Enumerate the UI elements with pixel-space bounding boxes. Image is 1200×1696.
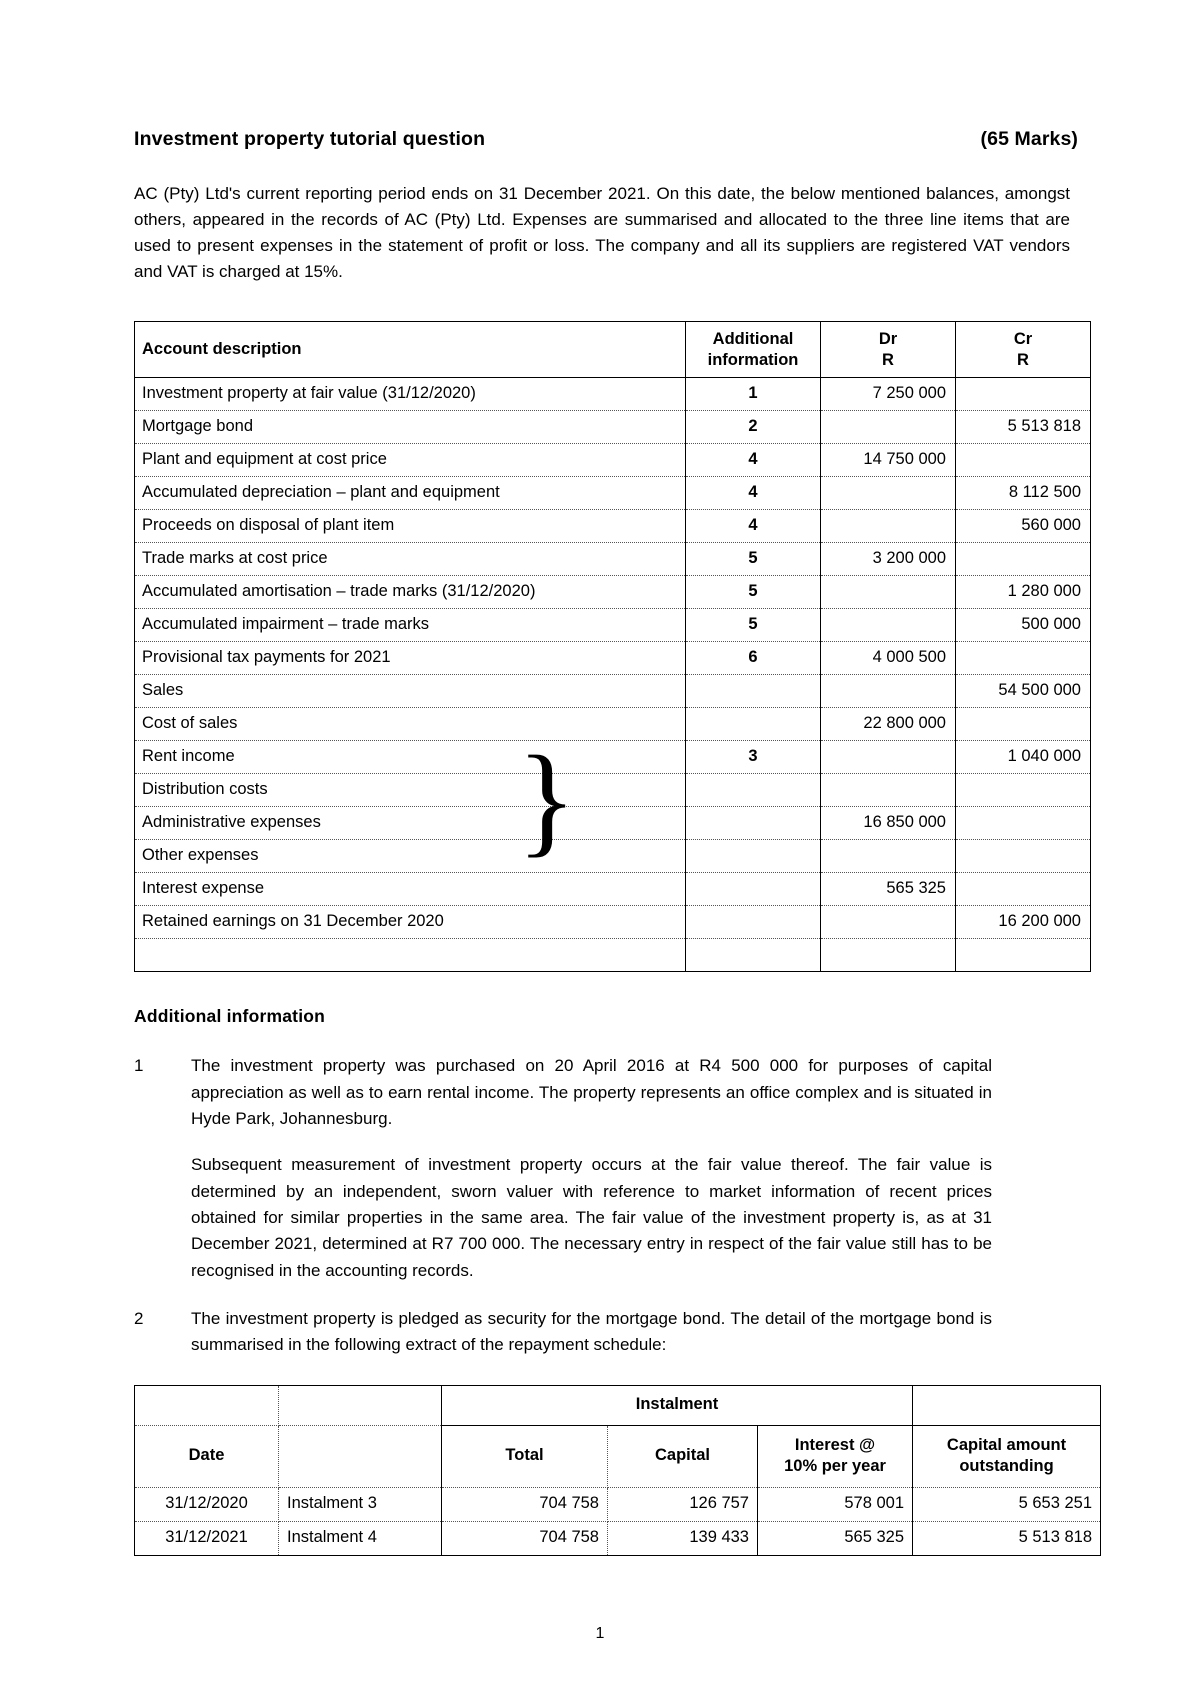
cell-capital-outstanding: 5 653 251 bbox=[913, 1487, 1101, 1521]
cell-date: 31/12/2020 bbox=[135, 1487, 279, 1521]
header-dr-label: Dr bbox=[878, 330, 898, 348]
marks-label: (65 Marks) bbox=[980, 128, 1078, 150]
cell-debit bbox=[821, 576, 956, 609]
cell-account-description: Other expenses bbox=[135, 840, 686, 873]
header-dr-unit: R bbox=[882, 350, 894, 369]
header-interest-line2: 10% per year bbox=[784, 1456, 886, 1475]
cell-additional-information: 1 bbox=[686, 378, 821, 411]
cell-account-description: Provisional tax payments for 2021 bbox=[135, 642, 686, 675]
cell-debit bbox=[821, 906, 956, 939]
table-row bbox=[135, 873, 1091, 906]
schedule-header-row bbox=[135, 1425, 1101, 1487]
cell-account-description: Cost of sales bbox=[135, 708, 686, 741]
cell-account-description: Proceeds on disposal of plant item bbox=[135, 510, 686, 543]
cell-additional-information bbox=[686, 939, 821, 972]
cell-account-description: Rent income bbox=[135, 741, 686, 774]
cell-additional-information: 3 bbox=[686, 741, 821, 774]
item-body bbox=[191, 1053, 1080, 1284]
cell-additional-information bbox=[686, 807, 821, 840]
cell-debit: 4 000 500 bbox=[821, 642, 956, 675]
cell-credit bbox=[956, 642, 1091, 675]
cell-instalment: Instalment 3 bbox=[279, 1487, 442, 1521]
table-row bbox=[135, 477, 1091, 510]
cell-debit bbox=[821, 510, 956, 543]
cell-account-description: Accumulated impairment – trade marks bbox=[135, 609, 686, 642]
table-row bbox=[135, 774, 1091, 807]
intro-paragraph: AC (Pty) Ltd's current reporting period ends on 31 December 2021. On this date, the below mentioned balances, amongst others, appeared in the records of AC (Pty) Ltd. Expenses are summarised and allocated to the three line items that are used to present expenses in the statement of profit or loss. The company and all its suppliers are registered VAT vendors and VAT is charged at 15%. bbox=[134, 184, 1070, 281]
cell-account-description: Retained earnings on 31 December 2020 bbox=[135, 906, 686, 939]
trial-balance-table-wrapper bbox=[134, 321, 1080, 972]
cell-credit bbox=[956, 939, 1091, 972]
page-number: 1 bbox=[595, 1625, 605, 1642]
item-paragraph: The investment property is pledged as security for the mortgage bond. The detail of the mortgage bond is summarised in the following extract of the repayment schedule: bbox=[191, 1309, 992, 1355]
cell-total: 704 758 bbox=[442, 1487, 608, 1521]
table-row bbox=[135, 906, 1091, 939]
cell-credit: 560 000 bbox=[956, 510, 1091, 543]
cell-credit: 16 200 000 bbox=[956, 906, 1091, 939]
page-title: Investment property tutorial question bbox=[134, 128, 486, 150]
cell-debit bbox=[821, 411, 956, 444]
cell-credit: 1 040 000 bbox=[956, 741, 1091, 774]
cell-debit bbox=[821, 840, 956, 873]
schedule-blank-cell-1 bbox=[135, 1385, 279, 1425]
cell-account-description: Distribution costs bbox=[135, 774, 686, 807]
cell-additional-information: 4 bbox=[686, 510, 821, 543]
table-row bbox=[135, 741, 1091, 774]
additional-information-heading: Additional information bbox=[134, 1006, 326, 1027]
cell-account-description: Interest expense bbox=[135, 873, 686, 906]
cell-credit bbox=[956, 378, 1091, 411]
cell-capital: 126 757 bbox=[608, 1487, 758, 1521]
cell-credit bbox=[956, 774, 1091, 807]
cell-additional-information bbox=[686, 873, 821, 906]
header-cr-label: Cr bbox=[1013, 330, 1033, 348]
table-row bbox=[135, 609, 1091, 642]
table-row bbox=[135, 807, 1091, 840]
cell-credit bbox=[956, 708, 1091, 741]
cell-account-description: Plant and equipment at cost price bbox=[135, 444, 686, 477]
header-additional-line1: Additional bbox=[712, 330, 794, 348]
cell-capital-outstanding: 5 513 818 bbox=[913, 1521, 1101, 1555]
table-row bbox=[135, 1521, 1101, 1555]
cell-additional-information: 6 bbox=[686, 642, 821, 675]
table-row bbox=[135, 675, 1091, 708]
table-row bbox=[135, 708, 1091, 741]
table-row bbox=[135, 444, 1091, 477]
cell-credit bbox=[956, 444, 1091, 477]
cell-debit: 7 250 000 bbox=[821, 378, 956, 411]
cell-credit bbox=[956, 840, 1091, 873]
cell-credit: 500 000 bbox=[956, 609, 1091, 642]
table-row bbox=[135, 1487, 1101, 1521]
additional-information-item bbox=[134, 1053, 1080, 1284]
cell-debit: 22 800 000 bbox=[821, 708, 956, 741]
cell-additional-information bbox=[686, 840, 821, 873]
cell-debit bbox=[821, 774, 956, 807]
cell-debit bbox=[821, 741, 956, 774]
cell-additional-information bbox=[686, 774, 821, 807]
cell-additional-information: 5 bbox=[686, 543, 821, 576]
item-paragraph: The investment property was purchased on 20 April 2016 at R4 500 000 for purposes of capital appreciation as well as to earn rental income. The property represents an office complex and is situated in Hyde Park, Johannesburg. bbox=[191, 1056, 992, 1128]
trial-balance-body bbox=[135, 378, 1091, 972]
header-outstanding-line2: outstanding bbox=[959, 1456, 1054, 1475]
table-row bbox=[135, 543, 1091, 576]
header-outstanding-line1: Capital amount bbox=[946, 1436, 1067, 1455]
cell-account-description bbox=[135, 939, 686, 972]
table-row bbox=[135, 378, 1091, 411]
cell-account-description: Accumulated amortisation – trade marks (31/12/2020) bbox=[135, 576, 686, 609]
header-capital: Capital bbox=[608, 1425, 758, 1487]
table-row bbox=[135, 411, 1091, 444]
cell-additional-information bbox=[686, 708, 821, 741]
repayment-schedule-body bbox=[135, 1487, 1101, 1555]
header-account-description: Account description bbox=[135, 322, 686, 378]
cell-account-description: Accumulated depreciation – plant and equipment bbox=[135, 477, 686, 510]
cell-debit: 565 325 bbox=[821, 873, 956, 906]
cell-additional-information: 4 bbox=[686, 444, 821, 477]
header-credit bbox=[956, 322, 1091, 378]
header-additional-line2: information bbox=[707, 350, 799, 369]
repayment-schedule-head bbox=[135, 1385, 1101, 1487]
header-additional-information bbox=[686, 322, 821, 378]
header-interest bbox=[758, 1425, 913, 1487]
cell-account-description: Administrative expenses bbox=[135, 807, 686, 840]
header-total: Total bbox=[442, 1425, 608, 1487]
schedule-group-header-row bbox=[135, 1385, 1101, 1425]
cell-interest: 578 001 bbox=[758, 1487, 913, 1521]
header-instalment-blank bbox=[279, 1425, 442, 1487]
trial-balance-table bbox=[134, 321, 1091, 972]
header-interest-line1: Interest @ bbox=[794, 1436, 876, 1455]
cell-debit bbox=[821, 477, 956, 510]
table-row bbox=[135, 840, 1091, 873]
cell-additional-information bbox=[686, 675, 821, 708]
schedule-group-instalment: Instalment bbox=[442, 1385, 913, 1425]
expense-grouping-brace: } bbox=[517, 730, 577, 868]
item-number: 2 bbox=[134, 1309, 144, 1328]
cell-account-description: Mortgage bond bbox=[135, 411, 686, 444]
cell-credit: 1 280 000 bbox=[956, 576, 1091, 609]
additional-information-items bbox=[134, 1053, 1080, 1358]
additional-information-item bbox=[134, 1306, 1080, 1359]
table-header-row bbox=[135, 322, 1091, 378]
cell-additional-information bbox=[686, 906, 821, 939]
item-paragraph: Subsequent measurement of investment property occurs at the fair value thereof. The fair value is determined by an independent, sworn valuer with reference to market information of recent prices obtained for similar properties in the same area. The fair value of the investment property is, as at 31 December 2021, determined at R7 700 000. The necessary entry in respect of the fair value still has to be recognised in the accounting records. bbox=[191, 1155, 992, 1280]
cell-account-description: Investment property at fair value (31/12/2020) bbox=[135, 378, 686, 411]
cell-debit bbox=[821, 609, 956, 642]
cell-credit bbox=[956, 543, 1091, 576]
table-row bbox=[135, 576, 1091, 609]
table-row bbox=[135, 510, 1091, 543]
table-row bbox=[135, 642, 1091, 675]
cell-total: 704 758 bbox=[442, 1521, 608, 1555]
cell-debit: 16 850 000 bbox=[821, 807, 956, 840]
schedule-blank-cell-3 bbox=[913, 1385, 1101, 1425]
cell-account-description: Sales bbox=[135, 675, 686, 708]
table-row bbox=[135, 939, 1091, 972]
cell-interest: 565 325 bbox=[758, 1521, 913, 1555]
cell-debit bbox=[821, 939, 956, 972]
schedule-blank-cell-2 bbox=[279, 1385, 442, 1425]
cell-credit: 8 112 500 bbox=[956, 477, 1091, 510]
cell-additional-information: 2 bbox=[686, 411, 821, 444]
header-debit bbox=[821, 322, 956, 378]
cell-debit: 14 750 000 bbox=[821, 444, 956, 477]
cell-additional-information: 5 bbox=[686, 576, 821, 609]
cell-capital: 139 433 bbox=[608, 1521, 758, 1555]
trial-balance-head bbox=[135, 322, 1091, 378]
cell-credit: 5 513 818 bbox=[956, 411, 1091, 444]
title-row bbox=[134, 128, 1080, 151]
item-body bbox=[191, 1306, 1080, 1359]
cell-credit bbox=[956, 807, 1091, 840]
cell-additional-information: 4 bbox=[686, 477, 821, 510]
repayment-schedule-table bbox=[134, 1385, 1101, 1556]
cell-credit: 54 500 000 bbox=[956, 675, 1091, 708]
header-capital-outstanding bbox=[913, 1425, 1101, 1487]
header-date: Date bbox=[135, 1425, 279, 1487]
cell-debit bbox=[821, 675, 956, 708]
cell-account-description: Trade marks at cost price bbox=[135, 543, 686, 576]
item-number: 1 bbox=[134, 1056, 144, 1076]
cell-instalment: Instalment 4 bbox=[279, 1521, 442, 1555]
cell-date: 31/12/2021 bbox=[135, 1521, 279, 1555]
cell-debit: 3 200 000 bbox=[821, 543, 956, 576]
cell-additional-information: 5 bbox=[686, 609, 821, 642]
cell-credit bbox=[956, 873, 1091, 906]
header-cr-unit: R bbox=[1017, 350, 1029, 369]
